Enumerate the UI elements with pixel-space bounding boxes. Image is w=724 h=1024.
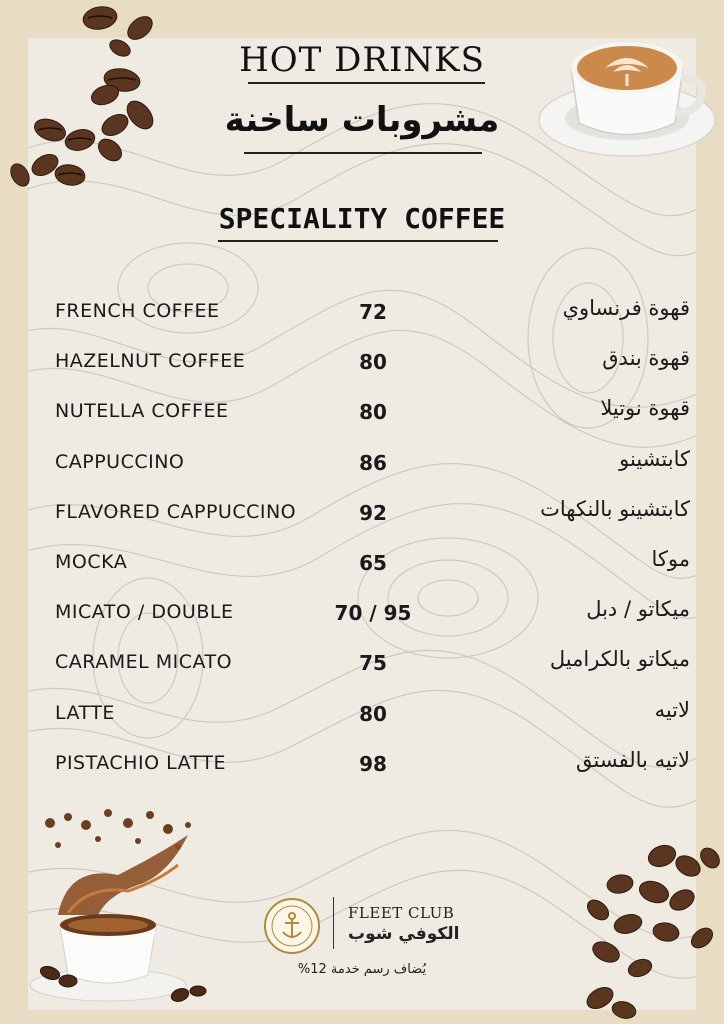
item-name-en: HAZELNUT COFFEE xyxy=(55,350,246,372)
item-name-en: CARAMEL MICATO xyxy=(55,651,233,673)
item-price: 92 xyxy=(359,501,387,525)
title-underline xyxy=(248,82,485,84)
item-name-en: PISTACHIO LATTE xyxy=(55,752,226,774)
page-title-arabic: مشروبات ساخنة xyxy=(224,100,500,140)
menu-item xyxy=(0,396,724,450)
item-name-en: FLAVORED CAPPUCCINO xyxy=(55,501,297,523)
item-name-en: CAPPUCCINO xyxy=(55,451,185,473)
item-name-ar: ميكاتو / دبل xyxy=(586,597,690,621)
menu-item xyxy=(0,647,724,701)
item-name-en: LATTE xyxy=(55,702,115,724)
item-name-ar: ميكاتو بالكراميل xyxy=(549,647,690,671)
item-price: 80 xyxy=(359,350,387,374)
item-price: 75 xyxy=(359,651,387,675)
arabic-title-underline xyxy=(244,152,482,154)
item-price: 86 xyxy=(359,451,387,475)
brand-name-arabic: الكوفي شوب xyxy=(348,924,460,944)
item-name-ar: كابتشينو xyxy=(619,447,690,471)
anchor-logo-icon xyxy=(264,898,320,954)
item-price: 65 xyxy=(359,551,387,575)
item-price: 80 xyxy=(359,702,387,726)
brand-name: FLEET CLUB xyxy=(348,904,455,922)
section-heading: SPECIALITY COFFEE xyxy=(218,202,506,235)
menu-item xyxy=(0,447,724,501)
item-name-en: MOCKA xyxy=(55,551,128,573)
menu-item xyxy=(0,497,724,551)
item-price: 72 xyxy=(359,300,387,324)
menu-item xyxy=(0,296,724,350)
page-title: HOT DRINKS xyxy=(239,40,485,80)
menu-item xyxy=(0,698,724,752)
item-name-ar: قهوة فرنساوي xyxy=(562,296,690,320)
coffee-splash-cup-icon xyxy=(28,795,228,1015)
item-name-ar: كابتشينو بالنكهات xyxy=(540,497,690,521)
item-price: 70 / 95 xyxy=(334,601,412,625)
item-name-ar: لاتيه xyxy=(654,698,690,722)
item-price: 98 xyxy=(359,752,387,776)
item-price: 80 xyxy=(359,400,387,424)
item-name-ar: لاتيه بالفستق xyxy=(576,748,690,772)
item-name-ar: قهوة بندق xyxy=(602,346,690,370)
item-name-ar: قهوة نوتيلا xyxy=(600,396,690,420)
item-name-ar: موكا xyxy=(651,547,690,571)
footer-divider xyxy=(333,897,334,949)
menu-item xyxy=(0,597,724,651)
coffee-beans-icon xyxy=(570,840,724,1024)
menu-item xyxy=(0,346,724,400)
item-name-en: NUTELLA COFFEE xyxy=(55,400,229,422)
service-charge-note: يُضاف رسم خدمة 12% xyxy=(297,962,427,977)
item-name-en: MICATO / DOUBLE xyxy=(55,601,234,623)
menu-item xyxy=(0,547,724,601)
item-name-en: FRENCH COFFEE xyxy=(55,300,220,322)
section-underline xyxy=(218,240,498,242)
